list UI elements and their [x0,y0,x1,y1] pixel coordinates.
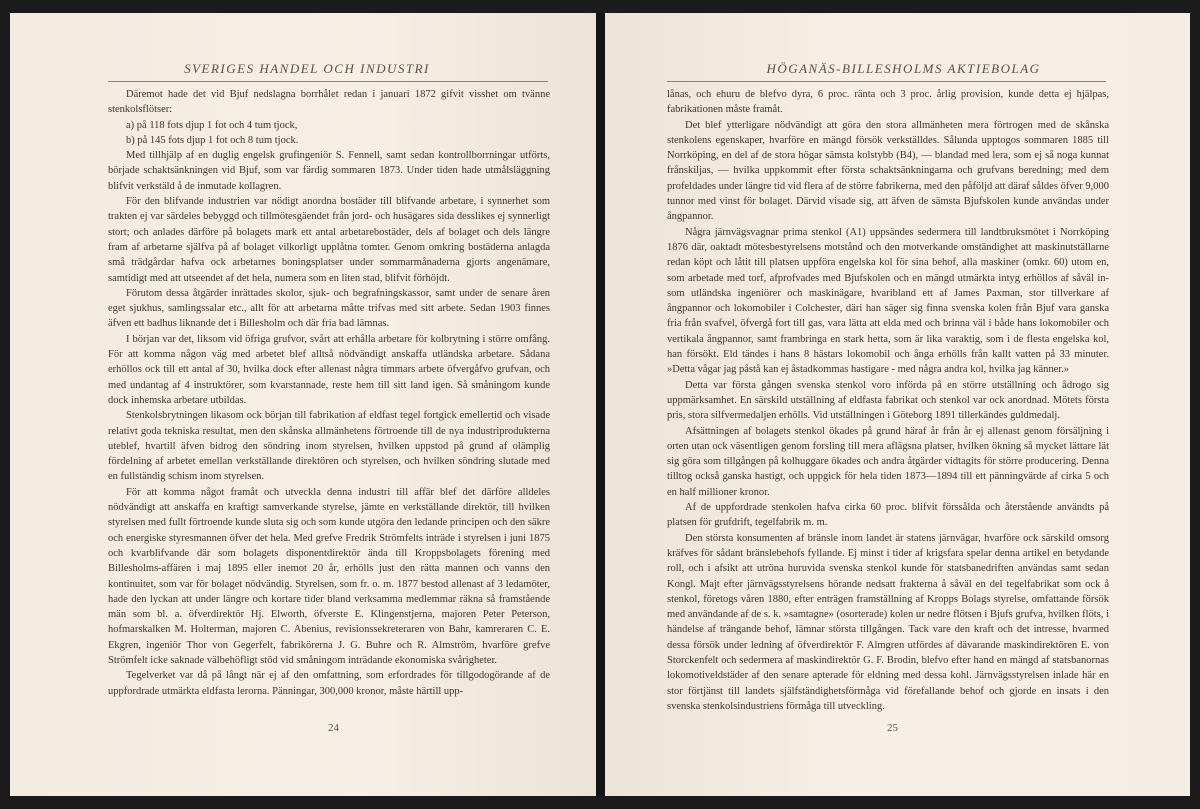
header-rule-right [667,81,1106,82]
left-page [10,13,596,796]
paragraph: Den största konsumenten af bränsle inom landet är statens järnvägar, hvarföre ock särskild omsorg kräfves för sådant bränslebehofs fyllande. Ej minst i tider af krigsfara spelar denna artikel en betydande roll, och i afsikt att utröna huruvida svenska stenkol kunde för statsbanedriften användas samt sedan Kongl. Majt efter järnvägsstyrelsens hörande nedsatt frakterna å såväl en del tegelfabrikat som ock å stenkol, företogs våren 1880, efter enträgen framställning af Kropps Bolags styrelse, omfattande försök med användande af de s. k. »samtagne» (osorterade) kolen ur nedre flötsen i Bjufs grufva, hvilken flöts, i händelse af trängande behof, lämnar största tillgången. Tack vare den kraft och det intresse, hvarmed dessa försök under ledning af öfverdirektör F. Almgren utfördes af dävarande maskindirektören E. von Storckenfelt och sedermera af maskindirektör G. F. Brodin, blefvo efter hand en mängd af statsbanornas lokomotiveldstäder af den senare apterade för eldning med dessa kohl. Järnvägsstyrelsen inlade här en stor förtjänst till landets själfständighetsförmåga vid förefallande behof och gjorde en insats i den svenska stenkolsindustriens förmåga till utveckling. [667,532,1109,712]
paragraph: Af de uppfordrade stenkolen hafva cirka 60 proc. blifvit förssålda och återstående användts på platsen för grufdrift, tegelfabrik m. m. [667,502,1109,529]
paragraph: Några järnvägsvagnar prima stenkol (A1) uppsändes sedermera till landtbruksmötet i Norrköping 1876 där, oaktadt mötesbestyrelsens motstånd och den motverkande omständighet att maskinutställarne redan köpt och låtit till platsen uppföra engelska kol för sina behof, alla maskiner (omkr. 60) utom en, som arbetade med torf, afprofvades med Bjufskolen och en mängd utmärkta intyg erhöllos af såväl in- som utländska ingeniörer och maskinägare, hvaribland ett af James Paxman, stor tillverkare af ångpannor och lokomobiler i Colchester, däri han säger sig finna svenska kolen från Bjuf vara ganska fria från svafvel, öfvergå fort till gas, vara lätta att elda med och brinna väl i både hans lokomobiler och vertikala ångpannor, samt frambringa en stark hetta, som är lika varaktig, som i de flesta engelska kol, han försökt. Eld tändes i hans 8 hästars lokomobil och ånga erhölls från kallt vatten på 33 minuter. »Detta vågar jag påstå kan ej åstadkommas hastigare - med några andra kol, hvilka jag känner.» [667,226,1109,376]
header-rule-left [108,81,548,82]
book-gutter [596,13,605,796]
paragraph: Däremot hade det vid Bjuf nedslagna borrhålet redan i januari 1872 gifvit visshet om tvänne stenkolsflötser: [108,89,550,116]
paragraph: Förutom dessa åtgärder inrättades skolor, sjuk- och begrafningskassor, samt under de senare åren eget sjukhus, samlingssalar etc., allt för att arbetarna måtte trifvas med sitt arbete. Sedan 1903 finnes äfven ett badhus liknande det i Billesholm och där fria bad lämnas. [108,287,550,330]
paragraph: Detta var första gången svenska stenkol voro införda på en större utställning och ådrogo sig uppmärksamhet. En särskild utställning af eldfasta fabrikat och stenkol var ock anordnad. Mötets första pris, stora silfvermedaljen erhölls. Vid utställningen i Göteborg 1891 tillerkändes guldmedalj. [667,379,1109,422]
paragraph: Det blef ytterligare nödvändigt att göra den stora allmänheten mera förtrogen med de skånska stenkolens egenskaper, hvarföre en mängd försök verkställdes. Sålunda upptogos sommaren 1885 till Norrköping, en del af de stora högar sämsta kolstybb (B4), — blandad med lera, som ej så noga kunnat frånskiljas, — hvilka uppkommit efter första schaktsänkningarna och grufvans beredning; med dem profeldades under längre tid vid flera af de större fabrikerna, med den påföljd att däraf såldes öfver 9,000 tunnor med vinst för bolaget. Därvid visade sig, att äfven de sämsta Bjufskolen kunde användas under ångpannor. [667,119,1109,223]
paragraph: Tegelverket var då på långt när ej af den omfattning, som erfordrades för tillgodogörande af de uppfordrade utmärkta eldfasta lerorna. Pänningar, 300,000 kronor, måste härtill upp- [108,670,550,697]
paragraph: lånas, och ehuru de blefvo dyra, 6 proc. ränta och 3 proc. årlig provision, kunde detta ej hjälpas, fabrikationen måste framåt. [667,89,1109,116]
paragraph: Afsättningen af bolagets stenkol ökades på grund häraf år från år ej allenast genom försäljning i orten utan ock väsentligen genom forsling till mera aflägsna platser, hvilken ökning så mycket lättare lät sig göra som tillgången på kolhuggare ökades och andra åtgärder vidtagits för större producering. Denna tilltog också ganska hastigt, och uppgick för hela tiden 1873—1894 till ett pänningvärde af cirka 5 och en half millioner kronor. [667,425,1109,498]
paragraph: a) på 118 fots djup 1 fot och 4 tum tjock, [126,119,298,131]
paragraph: För att komma något framåt och utveckla denna industri till affär blef det därföre alldeles nödvändigt att anskaffa en kraftigt samverkande styrelse, jämte en verkställande direktör, till hvilken styrelsen med fullt förtroende kunde sluta sig och som kunde utgöra den ledande principen och den säkre och energiske styresmannen öfver det hela. Med grefve Fredrik Strömfelts inträde i styrelsen i juni 1875 och kvarblifvande där som bolagets disponentdirektör ända till Kroppsbolagets förening med Billesholms-affären i maj 1895 eller inemot 20 år, erhölls just den rätta mannen och vanns den kontinuitet, som var för bolaget nödvändig. Styrelsen, som fr. o. m. 1877 bestod allenast af 3 ledamöter, hade den lyckan att under längre och kortare tider bland verksamma medlemmar räkna så framstående män som bl. a. öfverdirektör Hj. Elworth, öfverste E. Klingenstjerna, majoren Peter Peterson, hofmarskalken M. Holterman, majoren C. Abenius, revisionssekreteraren von Bahr, kamreraren C. E. Ekgren, ingeniör Thor von Gegerfelt, fabrikörerna J. G. Buhre och R. Almström, hvarföre grefve Strömfelt icke saknade välbehöfligt stöd vid småningom inträdande ekonomiska svårigheter. [108,486,550,666]
body-text-right [667,87,1109,714]
paragraph: Stenkolsbrytningen likasom ock början till fabrikation af eldfast tegel fortgick emellertid och visade relativt goda tekniska resultat, men den skånska allmänhetens förtroende till de nya industriprodukterna uteblef, hvartill äfven bidrog den söndring inom styrelsen, hvilken uppstod på grund af olämplig fördelning af arbetet emellan verkställande direktören och styrelsen, och hvilken söndring slutade med en fullständig schism inom styrelsen. [108,410,550,483]
running-header-left: SVERIGES HANDEL OCH INDUSTRI [184,61,430,76]
running-header-right: HÖGANÄS-BILLESHOLMS AKTIEBOLAG [766,61,1041,76]
body-text-left [108,87,550,699]
paragraph: I början var det, liksom vid öfriga grufvor, svårt att erhålla arbetare för kolbrytning i större omfång. För att komma någon väg med arbetet blef alltså nödvändigt anskaffa utländska arbetare. Sådana erhöllos ock till ett antal af 30, hvilka dock efter allenast några timmars arbete öfvergåfvo grufvan, och med undantag af 4 instruktörer, som kvarstannade, reste hem till sitt land igen. Så småningom kunde dock inhemska arbetare utbildas. [108,333,550,406]
right-page [605,13,1190,796]
paragraph: Med tillhjälp af en duglig engelsk grufingeniör S. Fennell, samt sedan kontrollborrningar utförts, började schaktsänkningen vid Bjuf, som var färdig sommaren 1873. Under tiden hade utmålsläggning blifvit verkstäld å de inmutade kollagren. [108,150,550,192]
paragraph: För den blifvande industrien var nödigt anordna bostäder till blifvande arbetare, i synnerhet som trakten ej var särdeles bebyggd och tillmötesgäendet från jord- och husägares sida desslikes ej synnerligt stort; och anlades därföre på bolagets mark ett antal arbetarebostäder, dels af bolaget och dels längre fram af arbetarne själfva på af bolaget vilkorligt upplåtna tomter. Genom omkring bostäderna anlagda små trädgårdar hafva ock arbetarnes boningsplatser under sommarmånaderna gjorts angenämare, samtidigt med att utseendet af det hela, numera som en liten stad, blifvit förhöjdt. [108,196,550,284]
page-number-left: 24 [328,722,339,734]
paragraph: b) på 145 fots djup 1 fot och 8 tum tjock. [126,134,299,146]
page-number-right: 25 [887,722,898,734]
